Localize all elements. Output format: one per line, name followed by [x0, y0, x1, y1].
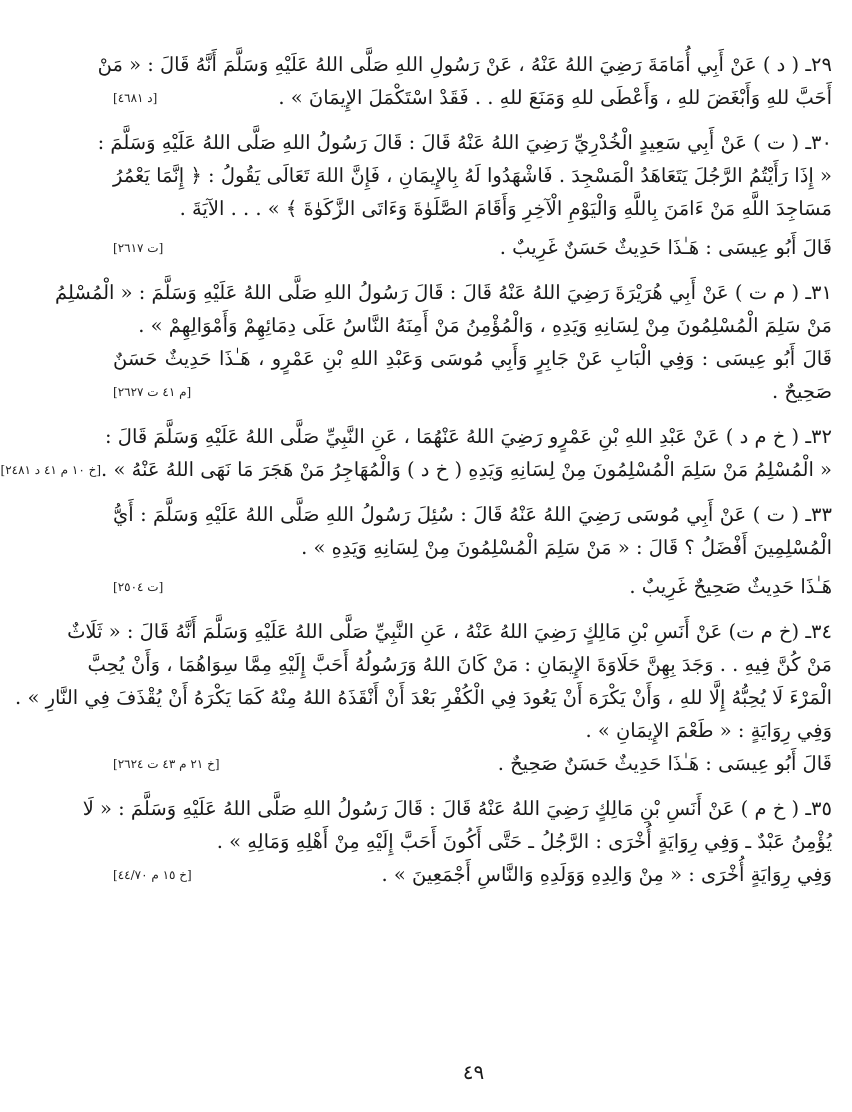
- grading-note: هَـٰذَا حَدِيثٌ صَحِيحٌ غَرِيبٌ .: [629, 575, 832, 598]
- hadith-31: [55, 276, 832, 408]
- hadith-line: ٣١ـ ( م ت ) عَنْ أَبِي هُرَيْرَةَ رَضِيَ اللهُ عَنْهُ قَالَ : قَالَ رَسُولُ اللهِ صَلَّى اللهُ عَلَيْهِ وَسَلَّمَ : « الْمُسْلِمُ: [55, 281, 832, 304]
- quran-verse-line: مَسَاجِدَ اللَّهِ مَنْ ءَامَنَ بِاللَّهِ وَالْيَوْمِ الْآخِرِ وَأَقَامَ الصَّلَوٰةَ وَءَاتَى الزَّكَوٰةَ ﴾ » . . . الآيَةَ .: [179, 197, 832, 220]
- hadith-line: أَحَبَّ للهِ وَأَبْغَضَ للهِ ، وَأَعْطَى للهِ وَمَنَعَ للهِ . . فَقَدْ اسْتَكْمَلَ الإِيمَانَ » .: [278, 86, 832, 109]
- source-reference: [خ ٢١ م ٤٣ ت ٢٦٢٤]: [113, 756, 220, 771]
- hadith-line: الْمُسْلِمِينَ أَفْضَلُ ؟ قَالَ : « مَنْ سَلِمَ الْمُسْلِمُونَ مِنْ لِسَانِهِ وَيَدِهِ » .: [301, 536, 832, 559]
- hadith-closing-row: [113, 570, 832, 603]
- hadith-32: [0, 420, 832, 486]
- hadith-line: ٢٩ـ ( د ) عَنْ أَبِي أُمَامَةَ رَضِيَ اللهُ عَنْهُ ، عَنْ رَسُولِ اللهِ صَلَّى اللهُ عَلَيْهِ وَسَلَّمَ أَنَّهُ قَالَ : « مَنْ: [97, 53, 832, 76]
- grading-note: قَالَ أَبُو عِيسَى : هَـٰذَا حَدِيثٌ حَسَنٌ غَرِيبٌ .: [499, 236, 832, 259]
- hadith-line: « الْمُسْلِمُ مَنْ سَلِمَ الْمُسْلِمُونَ مِنْ لِسَانِهِ وَيَدِهِ ( خ د ) وَالْمُهَاجِرُ مَنْ هَجَرَ مَا نَهَى اللهُ عَنْهُ » .: [101, 458, 832, 481]
- hadith-closing-row: [113, 375, 832, 408]
- page-body: [0, 48, 832, 903]
- hadith-closing-row: [113, 81, 832, 114]
- grading-note: صَحِيحٌ .: [771, 380, 832, 403]
- hadith-line: مَنْ كُنَّ فِيهِ . . وَجَدَ بِهِنَّ حَلَاوَةَ الإِيمَانِ : مَنْ كَانَ اللهُ وَرَسُولُهُ أَحَبَّ إِلَيْهِ مِمَّا سِوَاهُمَا ، وَأَنْ يُحِبَّ: [87, 653, 832, 676]
- hadith-line: ٣٠ـ ( ت ) عَنْ أَبِي سَعِيدٍ الْخُدْرِيِّ رَضِيَ اللهُ عَنْهُ قَالَ : قَالَ رَسُولُ اللهِ صَلَّى اللهُ عَلَيْهِ وَسَلَّمَ :: [97, 131, 832, 154]
- hadith-closing-row: [113, 858, 832, 891]
- source-reference: [د ٤٦٨١]: [113, 90, 158, 105]
- source-reference: [م ٤١ ت ٢٦٢٧]: [113, 384, 192, 399]
- source-reference: [ت ٢٦١٧]: [113, 240, 164, 255]
- hadith-line: الْمَرْءَ لَا يُحِبُّهُ إِلَّا للهِ ، وَأَنْ يَكْرَهَ أَنْ يَعُودَ فِي الْكُفْرِ بَعْدَ أَنْ أَنْقَذَهُ اللهُ مِنْهُ كَمَا يَكْرَهُ أَنْ يُقْذَفَ فِي النَّارِ » .: [15, 686, 832, 709]
- hadith-line: يُؤْمِنُ عَبْدٌ ـ وَفِي رِوَايَةٍ أُخْرَى : الرَّجُلُ ـ حَتَّى أَكُونَ أَحَبَّ إِلَيْهِ مِنْ أَهْلِهِ وَمَالِهِ » .: [216, 830, 832, 853]
- hadith-30: [97, 126, 832, 264]
- narration-variant: وَفِي رِوَايَةٍ أُخْرَى : « مِنْ وَالِدِهِ وَوَلَدِهِ وَالنَّاسِ أَجْمَعِينَ » .: [381, 863, 832, 886]
- source-reference: [خ ١٥ م ٤٤/٧٠]: [113, 867, 192, 882]
- page-number: ٤٩: [462, 1060, 485, 1084]
- hadith-line: ٣٤ـ (خ م ت) عَنْ أَنَسِ بْنِ مَالِكٍ رَضِيَ اللهُ عَنْهُ ، عَنِ النَّبِيِّ صَلَّى اللهُ عَلَيْهِ وَسَلَّمَ أَنَّهُ قَالَ : « ثَلَاثٌ: [67, 620, 832, 643]
- hadith-33: [113, 498, 832, 603]
- narration-variant: وَفِي رِوَايَةٍ : « طَعْمَ الإِيمَانِ » .: [585, 719, 832, 742]
- hadith-closing-row: [113, 747, 832, 780]
- hadith-closing-row: [113, 231, 832, 264]
- hadith-line: ٣٥ـ ( خ م ) عَنْ أَنَسِ بْنِ مَالِكٍ رَضِيَ اللهُ عَنْهُ قَالَ : قَالَ رَسُولُ اللهِ صَلَّى اللهُ عَلَيْهِ وَسَلَّمَ : « لَا: [82, 797, 832, 820]
- source-reference: [ت ٢٥٠٤]: [113, 579, 164, 594]
- hadith-line: ٣٢ـ ( خ م د ) عَنْ عَبْدِ اللهِ بْنِ عَمْرٍو رَضِيَ اللهُ عَنْهُمَا ، عَنِ النَّبِيِّ صَلَّى اللهُ عَلَيْهِ وَسَلَّمَ قَالَ :: [105, 425, 832, 448]
- grading-note: قَالَ أَبُو عِيسَى : هَـٰذَا حَدِيثٌ حَسَنٌ صَحِيحٌ .: [497, 752, 832, 775]
- hadith-line: مَنْ سَلِمَ الْمُسْلِمُونَ مِنْ لِسَانِهِ وَيَدِهِ ، وَالْمُؤْمِنُ مَنْ أَمِنَهُ النَّاسُ عَلَى دِمَائِهِمْ وَأَمْوَالِهِمْ » .: [138, 314, 832, 337]
- hadith-34: [15, 615, 832, 780]
- hadith-closing-row: [0, 453, 832, 486]
- hadith-29: [97, 48, 832, 114]
- hadith-35: [82, 792, 832, 891]
- hadith-line: « إِذَا رَأَيْتُمُ الرَّجُلَ يَتَعَاهَدُ الْمَسْجِدَ . فَاشْهَدُوا لَهُ بِالإِيمَانِ ، فَإِنَّ اللهَ تَعَالَى يَقُولُ : ﴿ إِنَّمَا يَعْمُرُ: [113, 164, 832, 187]
- hadith-line: ٣٣ـ ( ت ) عَنْ أَبِي مُوسَى رَضِيَ اللهُ عَنْهُ قَالَ : سُئِلَ رَسُولُ اللهِ صَلَّى اللهُ عَلَيْهِ وَسَلَّمَ : أَيُّ: [113, 503, 832, 526]
- source-reference: [خ ١٠ م ٤١ د ٢٤٨١]: [0, 462, 102, 477]
- grading-note: قَالَ أَبُو عِيسَى : وَفِي الْبَابِ عَنْ جَابِرٍ وَأَبِي مُوسَى وَعَبْدِ اللهِ بْنِ عَمْرٍو ، هَـٰذَا حَدِيثٌ حَسَنٌ: [113, 347, 832, 370]
